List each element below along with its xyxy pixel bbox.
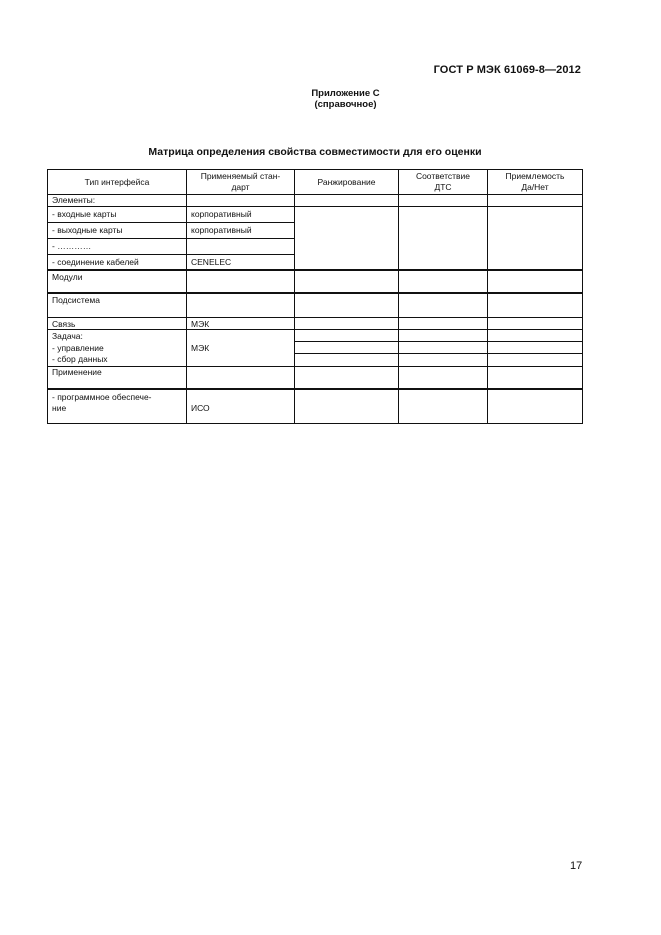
- row-input-cards-standard: корпоративный: [191, 209, 252, 219]
- document-code: ГОСТ Р МЭК 61069-8—2012: [433, 64, 581, 76]
- annex-type: (справочное): [314, 99, 377, 110]
- col-divider-3: [398, 169, 399, 424]
- header-standard-line1: Применяемый стан-: [200, 171, 281, 181]
- row-output-cards-standard: корпоративный: [191, 225, 252, 235]
- header-standard-line2: дарт: [231, 182, 250, 192]
- row-output-cards: - выходные карты: [52, 225, 123, 235]
- table-border-bottom: [47, 423, 583, 424]
- row-software-line1: - программное обеспече-: [52, 392, 152, 402]
- header-interface-type: Тип интерфейса: [84, 177, 150, 187]
- row-line: [47, 329, 583, 330]
- row-line: [294, 353, 583, 354]
- row-task-control: - управление: [52, 343, 104, 353]
- row-software-standard: ИСО: [191, 403, 210, 413]
- row-communication: Связь: [52, 319, 76, 329]
- table-title: Матрица определения свойства совместимости для его оценки: [148, 146, 482, 158]
- header-acceptability-line1: Приемлемость: [505, 171, 565, 181]
- row-task-data-collection: - сбор данных: [52, 354, 108, 364]
- row-cable-standard: CENELEC: [191, 257, 232, 267]
- row-application: Применение: [52, 367, 102, 377]
- row-line: [47, 292, 583, 294]
- row-task: Задача:: [52, 331, 83, 341]
- row-line: [294, 206, 583, 207]
- row-line: [47, 222, 295, 223]
- row-cable-connection: - соединение кабелей: [52, 257, 139, 267]
- row-modules: Модули: [52, 272, 83, 282]
- row-line: [47, 269, 583, 271]
- row-line: [47, 317, 583, 318]
- table-border-left: [47, 169, 48, 424]
- row-task-standard: МЭК: [191, 343, 210, 353]
- col-divider-1: [186, 169, 187, 424]
- table-border-right: [582, 169, 583, 424]
- row-line: [294, 341, 583, 342]
- col-divider-2: [294, 169, 295, 424]
- row-software-line2: ние: [52, 403, 67, 413]
- page-number: 17: [570, 860, 583, 872]
- row-elements: Элементы:: [52, 195, 96, 205]
- annex-title: Приложение С: [311, 88, 380, 99]
- row-input-cards: - входные карты: [52, 209, 117, 219]
- col-divider-4: [487, 169, 488, 424]
- header-divider: [47, 194, 583, 195]
- header-ranking: Ранжирование: [317, 177, 376, 187]
- header-compliance-line1: Соответствие: [415, 171, 471, 181]
- row-line: [47, 388, 583, 390]
- table-border-top: [47, 169, 583, 170]
- row-communication-standard: МЭК: [191, 319, 210, 329]
- row-line: [47, 366, 583, 367]
- row-line: [47, 238, 295, 239]
- row-subsystem: Подсистема: [52, 295, 100, 305]
- header-acceptability-line2: Да/Нет: [521, 182, 549, 192]
- header-compliance-line2: ДТС: [434, 182, 452, 192]
- row-line: [47, 254, 295, 255]
- row-line: [47, 206, 295, 207]
- row-dots: - …………: [52, 241, 92, 251]
